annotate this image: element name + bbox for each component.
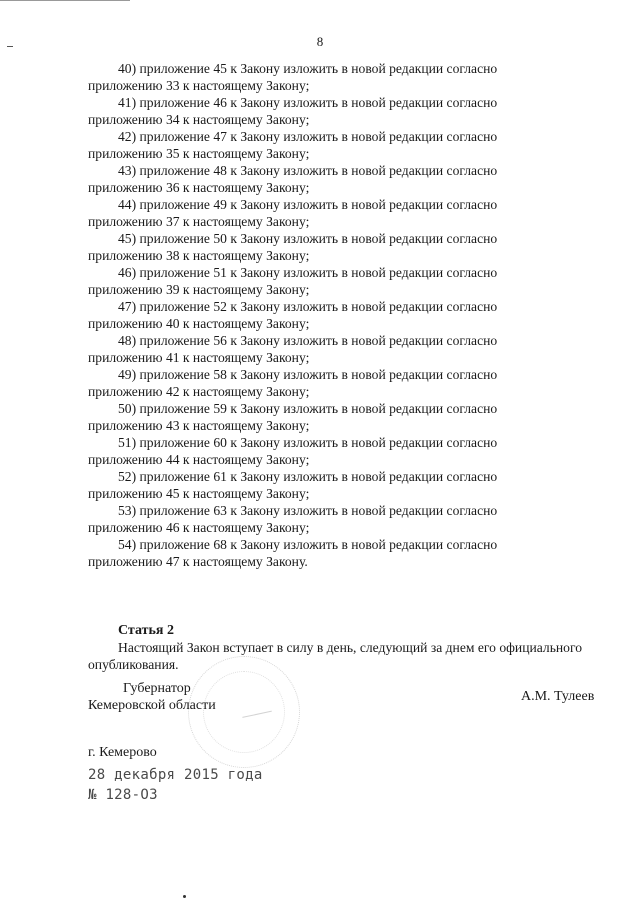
signatory-region: Кемеровской области: [88, 698, 216, 713]
article-2: [88, 622, 582, 673]
list-item-line: 50) приложение 59 к Закону изложить в новой редакции согласно: [118, 401, 498, 416]
list-item-continuation: приложению 36 к настоящему Закону;: [88, 180, 310, 195]
list-item-line: 49) приложение 58 к Закону изложить в новой редакции согласно: [118, 367, 498, 382]
list-item-line: 53) приложение 63 к Закону изложить в новой редакции согласно: [118, 503, 498, 518]
law-number: № 128-ОЗ: [88, 787, 158, 803]
list-item-continuation: приложению 39 к настоящему Закону;: [88, 282, 310, 297]
law-date: 28 декабря 2015 года: [88, 767, 263, 783]
list-item-continuation: приложению 46 к настоящему Закону;: [88, 520, 310, 535]
list-item-line: 46) приложение 51 к Закону изложить в новой редакции согласно: [118, 265, 498, 280]
list-item-continuation: приложению 35 к настоящему Закону;: [88, 146, 310, 161]
list-item: [88, 366, 582, 400]
list-item-line: 40) приложение 45 к Закону изложить в новой редакции согласно: [118, 61, 498, 76]
article-text: Настоящий Закон вступает в силу в день, следующий за днем его официального опубликования.: [88, 640, 582, 672]
signatory-name: А.М. Тулеев: [521, 689, 595, 704]
list-item-continuation: приложению 34 к настоящему Закону;: [88, 112, 310, 127]
list-item-continuation: приложению 33 к настоящему Закону;: [88, 78, 310, 93]
list-item: [88, 196, 582, 230]
list-item-line: 48) приложение 56 к Закону изложить в новой редакции согласно: [118, 333, 498, 348]
list-item-continuation: приложению 45 к настоящему Закону;: [88, 486, 310, 501]
list-item-continuation: приложению 43 к настоящему Закону;: [88, 418, 310, 433]
list-item-line: 51) приложение 60 к Закону изложить в новой редакции согласно: [118, 435, 498, 450]
list-item-line: 47) приложение 52 к Закону изложить в новой редакции согласно: [118, 299, 498, 314]
list-item-line: 54) приложение 68 к Закону изложить в новой редакции согласно: [118, 537, 498, 552]
list-item: [88, 468, 582, 502]
list-item-continuation: приложению 44 к настоящему Закону;: [88, 452, 310, 467]
list-item-line: 44) приложение 49 к Закону изложить в новой редакции согласно: [118, 197, 498, 212]
list-item: [88, 162, 582, 196]
list-item-line: 42) приложение 47 к Закону изложить в новой редакции согласно: [118, 129, 498, 144]
list-item: [88, 94, 582, 128]
list-item: [88, 298, 582, 332]
article-title: Статья 2: [118, 623, 174, 638]
list-item: [88, 434, 582, 468]
list-item: [88, 502, 582, 536]
list-item: [88, 264, 582, 298]
signatory-title: Губернатор: [123, 681, 191, 696]
list-item: [88, 60, 582, 94]
list-item: [88, 230, 582, 264]
list-item-line: 52) приложение 61 к Закону изложить в новой редакции согласно: [118, 469, 498, 484]
list-item: [88, 536, 582, 570]
list-item-line: 45) приложение 50 к Закону изложить в новой редакции согласно: [118, 231, 498, 246]
place-of-signing: г. Кемерово: [88, 745, 157, 760]
list-item-continuation: приложению 37 к настоящему Закону;: [88, 214, 310, 229]
list-item-continuation: приложению 42 к настоящему Закону;: [88, 384, 310, 399]
scan-dot: [183, 895, 186, 898]
list-item-continuation: приложению 38 к настоящему Закону;: [88, 248, 310, 263]
list-item: [88, 332, 582, 366]
scan-edge-line: [0, 0, 130, 1]
list-item-continuation: приложению 40 к настоящему Закону;: [88, 316, 310, 331]
page-number: 8: [316, 34, 324, 49]
list-item-continuation: приложению 41 к настоящему Закону;: [88, 350, 310, 365]
list-item-line: 41) приложение 46 к Закону изложить в новой редакции согласно: [118, 95, 498, 110]
list-item: [88, 400, 582, 434]
amendment-list: [88, 60, 582, 570]
list-item-line: 43) приложение 48 к Закону изложить в новой редакции согласно: [118, 163, 498, 178]
list-item: [88, 128, 582, 162]
list-item-continuation: приложению 47 к настоящему Закону.: [88, 554, 308, 569]
